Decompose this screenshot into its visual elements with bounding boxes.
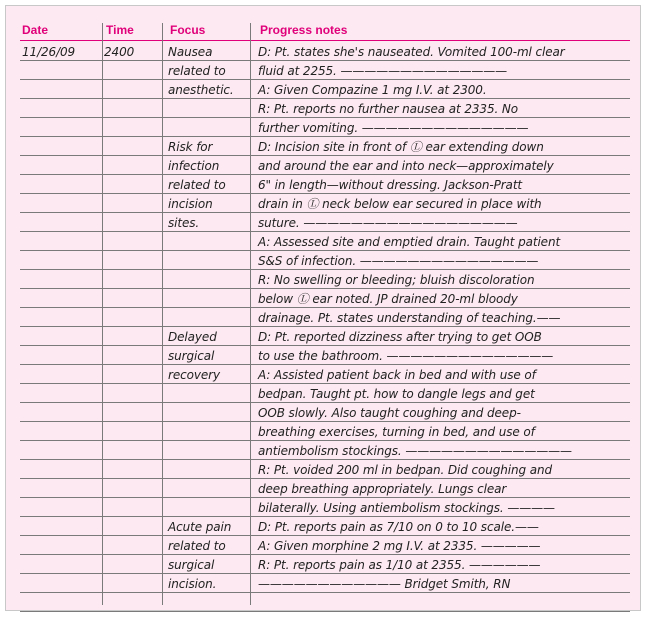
time-cell [104, 442, 164, 460]
progress-note-cell: fluid at 2255. —————————————— [258, 64, 508, 78]
date-cell [22, 62, 100, 80]
date-cell [22, 81, 100, 99]
date-cell [22, 100, 100, 118]
table-row [20, 479, 630, 498]
time-cell [104, 138, 164, 156]
progress-note-cell: OOB slowly. Also taught coughing and deep- [258, 406, 521, 420]
table-row [20, 517, 630, 536]
date-cell [22, 347, 100, 365]
table-row [20, 498, 630, 517]
focus-cell [168, 461, 250, 479]
table-row [20, 327, 630, 346]
date-cell [22, 480, 100, 498]
time-cell: 2400 [104, 45, 135, 59]
date-cell [22, 537, 100, 555]
notes-table [6, 42, 642, 612]
table-row [20, 536, 630, 555]
date-cell [22, 309, 100, 327]
progress-note-cell: ———————————— Bridget Smith, RN [258, 577, 511, 591]
date-cell [22, 423, 100, 441]
date-cell [22, 404, 100, 422]
table-row [20, 118, 630, 137]
focus-cell: surgical [168, 558, 215, 572]
progress-note-cell: bilaterally. Using antiembolism stockings. ———— [258, 501, 555, 515]
time-cell [104, 290, 164, 308]
focus-cell: Delayed [168, 330, 217, 344]
date-cell [22, 176, 100, 194]
focus-cell: related to [168, 178, 226, 192]
table-row [20, 175, 630, 194]
date-cell [22, 556, 100, 574]
progress-note-cell [258, 594, 630, 612]
focus-cell: recovery [168, 368, 220, 382]
progress-note-cell: deep breathing appropriately. Lungs clear [258, 482, 507, 496]
table-row [20, 232, 630, 251]
focus-cell: surgical [168, 349, 215, 363]
table-row [20, 251, 630, 270]
time-cell [104, 214, 164, 232]
focus-cell [168, 309, 250, 327]
time-cell [104, 556, 164, 574]
date-cell [22, 575, 100, 593]
progress-note-cell: below Ⓛ ear noted. JP drained 20-ml bloody [258, 292, 518, 306]
time-cell [104, 81, 164, 99]
date-cell [22, 328, 100, 346]
date-cell [22, 195, 100, 213]
header-divider [20, 40, 630, 41]
table-row [20, 460, 630, 479]
progress-note-cell: drainage. Pt. states understanding of teaching.—— [258, 311, 561, 325]
time-cell [104, 176, 164, 194]
time-cell [104, 461, 164, 479]
table-row [20, 593, 630, 612]
table-row [20, 137, 630, 156]
focus-cell [168, 233, 250, 251]
time-cell [104, 328, 164, 346]
progress-note-cell: R: Pt. reports no further nausea at 2335. No [258, 102, 519, 116]
table-row [20, 156, 630, 175]
time-cell [104, 518, 164, 536]
progress-note-cell: to use the bathroom. —————————————— [258, 349, 554, 363]
focus-cell: related to [168, 539, 226, 553]
progress-note-cell: S&S of infection. ——————————————— [258, 254, 539, 268]
date-cell [22, 157, 100, 175]
table-row [20, 441, 630, 460]
progress-notes-sheet [5, 5, 641, 611]
header-progress-notes: Progress notes [260, 23, 348, 37]
date-cell [22, 138, 100, 156]
date-cell [22, 119, 100, 137]
focus-cell: Nausea [168, 45, 213, 59]
date-cell [22, 252, 100, 270]
time-cell [104, 195, 164, 213]
focus-cell: incision [168, 197, 213, 211]
focus-cell [168, 119, 250, 137]
focus-cell [168, 385, 250, 403]
progress-note-cell: breathing exercises, turning in bed, and use of [258, 425, 535, 439]
focus-cell [168, 290, 250, 308]
time-cell [104, 480, 164, 498]
focus-cell [168, 594, 250, 612]
progress-note-cell: suture. —————————————————— [258, 216, 518, 230]
progress-note-cell: further vomiting. —————————————— [258, 121, 529, 135]
time-cell [104, 233, 164, 251]
date-cell [22, 214, 100, 232]
time-cell [104, 499, 164, 517]
time-cell [104, 157, 164, 175]
focus-cell: Risk for [168, 140, 213, 154]
date-cell [22, 499, 100, 517]
table-row [20, 99, 630, 118]
time-cell [104, 252, 164, 270]
progress-note-cell: bedpan. Taught pt. how to dangle legs and get [258, 387, 535, 401]
time-cell [104, 347, 164, 365]
progress-note-cell: R: Pt. voided 200 ml in bedpan. Did coughing and [258, 463, 553, 477]
date-cell [22, 461, 100, 479]
focus-cell: incision. [168, 577, 217, 591]
table-row [20, 384, 630, 403]
table-row [20, 270, 630, 289]
time-cell [104, 594, 164, 612]
progress-note-cell: A: Given Compazine 1 mg I.V. at 2300. [258, 83, 487, 97]
header-date: Date [22, 23, 49, 37]
time-cell [104, 385, 164, 403]
focus-cell [168, 423, 250, 441]
table-row [20, 346, 630, 365]
progress-note-cell: D: Pt. states she's nauseated. Vomited 100-ml clear [258, 45, 565, 59]
focus-cell [168, 442, 250, 460]
focus-cell [168, 499, 250, 517]
table-row [20, 422, 630, 441]
focus-cell [168, 404, 250, 422]
table-row [20, 61, 630, 80]
focus-cell: infection [168, 159, 220, 173]
table-row [20, 574, 630, 593]
time-cell [104, 62, 164, 80]
table-row [20, 289, 630, 308]
time-cell [104, 309, 164, 327]
time-cell [104, 366, 164, 384]
date-cell [22, 594, 100, 612]
progress-note-cell: A: Given morphine 2 mg I.V. at 2335. ————— [258, 539, 541, 553]
header-focus: Focus [170, 23, 206, 37]
date-cell [22, 290, 100, 308]
date-cell [22, 233, 100, 251]
time-cell [104, 575, 164, 593]
focus-cell [168, 271, 250, 289]
date-cell [22, 385, 100, 403]
table-row [20, 194, 630, 213]
date-cell: 11/26/09 [22, 45, 76, 59]
table-row [20, 308, 630, 327]
date-cell [22, 271, 100, 289]
focus-cell [168, 252, 250, 270]
table-row [20, 365, 630, 384]
focus-cell [168, 100, 250, 118]
date-cell [22, 518, 100, 536]
progress-note-cell: R: Pt. reports pain as 1/10 at 2355. —————— [258, 558, 541, 572]
progress-note-cell: R: No swelling or bleeding; bluish discoloration [258, 273, 535, 287]
progress-note-cell: A: Assisted patient back in bed and with use of [258, 368, 536, 382]
table-row [20, 42, 630, 61]
progress-note-cell: antiembolism stockings. —————————————— [258, 444, 572, 458]
table-row [20, 213, 630, 232]
header-time: Time [106, 23, 134, 37]
time-cell [104, 100, 164, 118]
time-cell [104, 404, 164, 422]
table-row [20, 555, 630, 574]
table-row [20, 403, 630, 422]
focus-cell: Acute pain [168, 520, 232, 534]
progress-note-cell: D: Pt. reports pain as 7/10 on 0 to 10 scale.—— [258, 520, 539, 534]
progress-note-cell: and around the ear and into neck—approximately [258, 159, 554, 173]
focus-cell: anesthetic. [168, 83, 234, 97]
date-cell [22, 442, 100, 460]
time-cell [104, 119, 164, 137]
progress-note-cell: A: Assessed site and emptied drain. Taught patient [258, 235, 561, 249]
focus-cell: related to [168, 64, 226, 78]
progress-note-cell: drain in Ⓛ neck below ear secured in place with [258, 197, 542, 211]
focus-cell: sites. [168, 216, 200, 230]
time-cell [104, 537, 164, 555]
date-cell [22, 366, 100, 384]
time-cell [104, 423, 164, 441]
progress-note-cell: D: Incision site in front of Ⓛ ear extending down [258, 140, 544, 154]
focus-cell [168, 480, 250, 498]
progress-note-cell: D: Pt. reported dizziness after trying to get OOB [258, 330, 542, 344]
progress-note-cell: 6" in length—without dressing. Jackson-Pratt [258, 178, 523, 192]
table-row [20, 80, 630, 99]
time-cell [104, 271, 164, 289]
